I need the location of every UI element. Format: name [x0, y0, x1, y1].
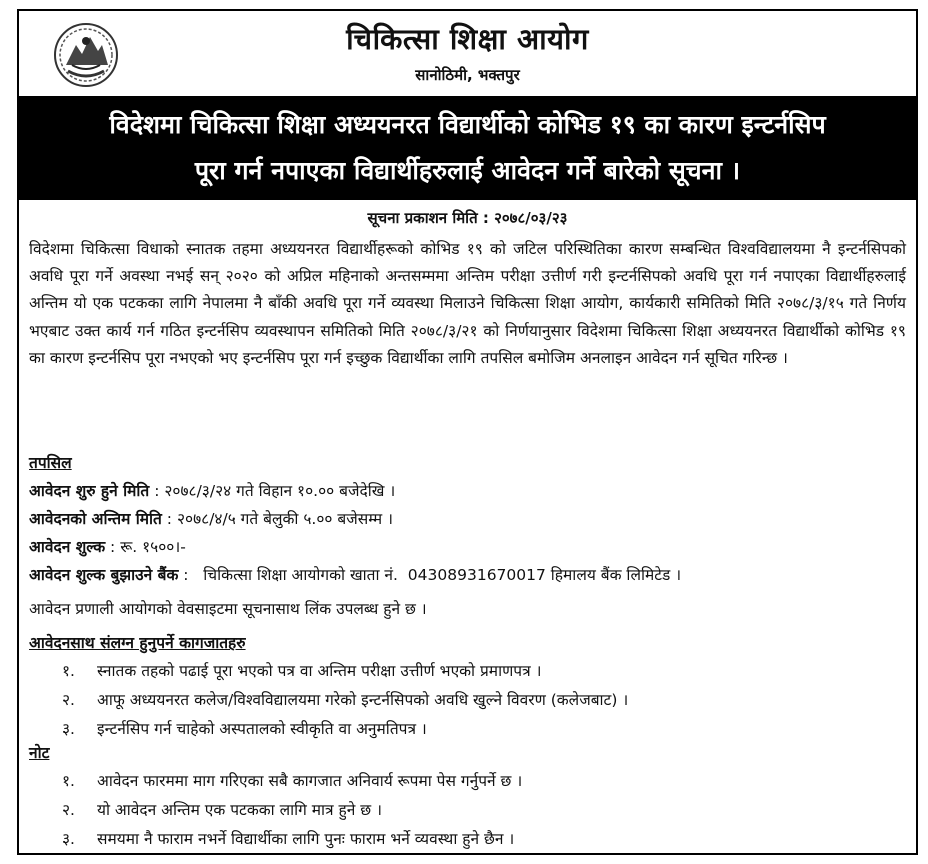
detail-label: आवेदनको अन्तिम मिति: [29, 510, 162, 528]
list-item: [29, 767, 906, 796]
documents-heading: आवेदनसाथ संलग्न हुनुपर्ने कागजातहरु: [29, 634, 246, 652]
notes-section: [29, 739, 906, 854]
list-item: [29, 686, 906, 715]
details-heading: तपसिल: [29, 454, 72, 472]
notice-paragraph: विदेशमा चिकित्सा विधाको स्नातक तहमा अध्ययनरत विद्यार्थीहरूको कोभिड १९ को जटिल परिस्थितिका कारण सम्बन्धित विश्वविद्यालयमा नै इन्टर्नसिपको अवधि पूरा गर्ने अवस्था नभई सन् २०२० को अप्रिल महिनाको अन्तसम्ममा अन्तिम परीक्षा उत्तीर्ण गरी इन्टर्नसिपको अवधि पूरा गर्न नपाएका विद्यार्थीहरुलाई अन्तिम यो एक पटकका लागि नेपालमा नै बाँकी अवधि पूरा गर्ने व्यवस्था मिलाउने चिकित्सा शिक्षा आयोग, कार्यकारी समितिको मिति २०७८/३/१५ गते निर्णय भएबाट उक्त कार्य गर्न गठित इन्टर्नसिप व्यवस्थापन समितिको मिति २०७८/३/२१ को निर्णयानुसार विदेशमा चिकित्सा शिक्षा अध्ययनरत विद्यार्थीको कोभिड १९ का कारण इन्टर्नसिप पूरा नभएको भए इन्टर्नसिप पूरा गर्न इच्छुक विद्यार्थीका लागि तपसिल बमोजिम अनलाइन आवेदन गर्न सूचित गरिन्छ ।: [29, 240, 906, 367]
list-number: १.: [62, 662, 75, 680]
publication-date: सूचना प्रकाशन मिति : २०७८/०३/२३: [367, 209, 568, 227]
list-text: आवेदन फारममा माग गरिएका सबै कागजात अनिवार्य रूपमा पेस गर्नुपर्ने छ ।: [97, 772, 523, 790]
list-number: २.: [62, 801, 75, 819]
system-note: आवेदन प्रणाली आयोगको वेवसाइटमा सूचनासाथ लिंक उपलब्ध हुने छ ।: [29, 600, 427, 618]
detail-value: : २०७८/४/५ गते बेलुकी ५.०० बजेसम्म ।: [161, 510, 393, 528]
list-item: [29, 825, 906, 854]
banner-line-2: पूरा गर्न नपाएका विद्यार्थीहरुलाई आवेदन गर्ने बारेको सूचना ।: [194, 156, 741, 185]
list-number: १.: [62, 772, 75, 790]
detail-label: आवेदन शुल्क बुझाउने बैंक: [29, 566, 179, 584]
detail-row: [29, 505, 906, 533]
detail-value: : चिकित्सा शिक्षा आयोगको खाता नं. 04308931670017 हिमालय बैंक लिमिटेड ।: [178, 566, 682, 584]
organization-title: चिकित्सा शिक्षा आयोग: [346, 22, 589, 56]
list-number: २.: [62, 691, 75, 709]
notice-banner: [17, 96, 918, 200]
detail-value: : २०७८/३/२४ गते विहान १०.०० बजेदेखि ।: [149, 482, 396, 500]
list-text: यो आवेदन अन्तिम एक पटकका लागि मात्र हुने छ ।: [97, 801, 382, 819]
notes-heading: नोट: [29, 744, 50, 762]
banner-line-1: विदेशमा चिकित्सा शिक्षा अध्ययनरत विद्यार्थीको कोभिड १९ का कारण इन्टर्नसिप: [109, 110, 826, 139]
list-text: आफू अध्ययनरत कलेज/विश्वविद्यालयमा गरेको इन्टर्नसिपको अवधि खुल्ने विवरण (कलेजबाट) ।: [97, 691, 629, 709]
notice-header: [19, 11, 916, 93]
list-text: समयमा नै फाराम नभर्ने विद्यार्थीका लागि पुनः फाराम भर्ने व्यवस्था हुने छैन ।: [97, 830, 515, 848]
details-section: [29, 449, 906, 623]
list-item: [29, 796, 906, 825]
list-text: इन्टर्नसिप गर्न चाहेको अस्पतालको स्वीकृति वा अनुमतिपत्र ।: [97, 720, 427, 738]
detail-row: [29, 561, 906, 589]
organization-address: सानोठिमी, भक्तपुर: [415, 66, 520, 84]
list-text: स्नातक तहको पढाई पूरा भएको पत्र वा अन्तिम परीक्षा उत्तीर्ण भएको प्रमाणपत्र ।: [97, 662, 542, 680]
list-number: ३.: [62, 830, 75, 848]
list-item: [29, 657, 906, 686]
detail-value: : रू. १५००।-: [105, 538, 186, 556]
notice-document: [17, 9, 918, 855]
documents-section: [29, 629, 906, 744]
detail-label: आवेदन शुरु हुने मिति: [29, 482, 150, 500]
detail-row: [29, 533, 906, 561]
detail-label: आवेदन शुल्क: [29, 538, 106, 556]
detail-row: [29, 477, 906, 505]
list-number: ३.: [62, 720, 75, 738]
